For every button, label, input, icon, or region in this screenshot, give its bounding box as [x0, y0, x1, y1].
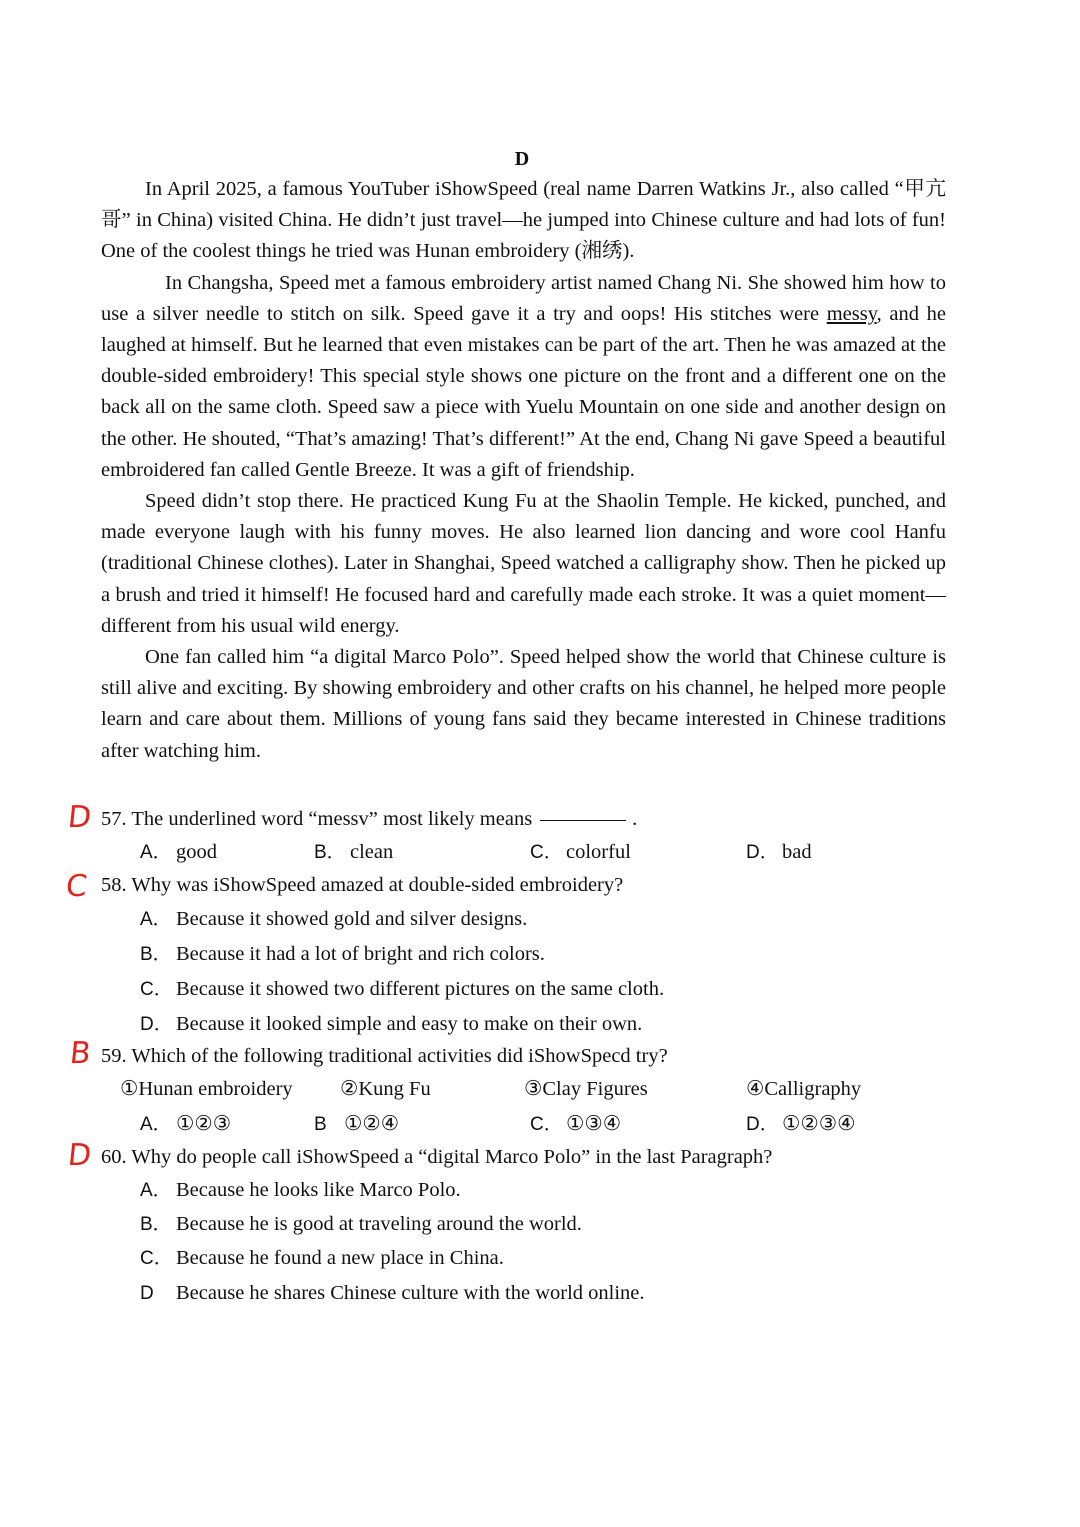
- q58-option-d: [140, 1011, 642, 1038]
- option-text: bad: [782, 841, 812, 863]
- option-text: Because he is good at traveling around the world.: [176, 1213, 582, 1235]
- passage-paragraph-4: One fan called him “a digital Marco Polo”. Speed helped show the world that Chinese culture is still alive and exciting. By showing embroidery and other crafts on his channel, he helped more people learn and care about them. Millions of young fans said they became interested in Chinese traditions after watching him.: [101, 646, 946, 762]
- paragraph-2-text-before: In Changsha, Speed met a famous embroidery artist named Chang Ni. She showed him how to use a silver needle to stitch on silk. Speed gave it a try and oops! His stitches were: [101, 271, 946, 325]
- paragraph-2-text-after: , and he laughed at himself. But he learned that even mistakes can be part of the art. Then he was amazed at the double-sided embroidery! This special style shows one picture on the front and a different one on the back all on the same cloth. Speed saw a piece with Yuelu Mountain on one side and another design on the other. He shouted, “That’s amazing! That’s different!” At the end, Chang Ni gave Speed a beautiful embroidered fan called Gentle Breeze. It was a gift of friendship.: [101, 302, 947, 481]
- option-letter: A．: [140, 909, 172, 930]
- section-heading: D: [514, 148, 530, 170]
- option-letter: D．: [746, 1114, 779, 1135]
- question-57-text: 57. The underlined word “messv” most likely means: [101, 808, 533, 830]
- q59-item-1: ①Hunan embroidery: [120, 1078, 293, 1100]
- reading-passage: [101, 174, 946, 767]
- option-letter: A．: [140, 1114, 172, 1135]
- q59-item-2: ②Kung Fu: [340, 1078, 431, 1100]
- option-letter: B．: [140, 944, 172, 965]
- option-letter: C．: [530, 1114, 563, 1135]
- q58-option-c: [140, 976, 664, 1003]
- q57-option-c: [530, 839, 631, 866]
- question-59-stem: 59. Which of the following traditional activities did iShowSpecd try?: [101, 1045, 668, 1067]
- option-text: Because he found a new place in China.: [176, 1247, 504, 1269]
- option-text: ①③④: [566, 1113, 622, 1135]
- q59-option-d: [746, 1111, 856, 1138]
- option-letter: A．: [140, 1180, 172, 1201]
- option-text: Because it showed gold and silver designs.: [176, 908, 528, 930]
- option-letter: D．: [140, 1014, 173, 1035]
- q57-option-d: [746, 839, 812, 866]
- q58-option-a: [140, 906, 527, 933]
- q60-option-b: [140, 1211, 582, 1238]
- option-text: colorful: [566, 841, 631, 863]
- q59-option-a: [140, 1111, 231, 1138]
- answer-blank: [540, 820, 626, 821]
- option-letter: C．: [530, 842, 563, 863]
- handwritten-answer-58: C: [64, 869, 89, 904]
- question-57-stem: [101, 806, 637, 832]
- option-letter: B．: [140, 1214, 172, 1235]
- passage-paragraph-2: [101, 268, 946, 486]
- underlined-word: messy: [826, 302, 877, 325]
- q57-option-a: [140, 839, 217, 866]
- option-text: Because he shares Chinese culture with the world online.: [176, 1282, 645, 1304]
- question-57-stem-end: .: [632, 808, 638, 830]
- option-text: Because it showed two different pictures on the same cloth.: [176, 978, 665, 1000]
- question-60-stem: 60. Why do people call iShowSpeed a “digital Marco Polo” in the last Paragraph?: [101, 1146, 773, 1168]
- option-letter: A．: [140, 842, 172, 863]
- handwritten-answer-60: D: [66, 1138, 94, 1173]
- handwritten-answer-59: B: [68, 1036, 93, 1071]
- q57-option-b: [314, 839, 393, 866]
- option-text: ①②③: [176, 1113, 232, 1135]
- option-letter: B: [314, 1114, 327, 1135]
- option-text: clean: [350, 841, 394, 863]
- option-text: ①②④: [344, 1113, 400, 1135]
- option-letter: C．: [140, 1248, 173, 1269]
- q59-option-c: [530, 1111, 621, 1138]
- q59-item-4: ④Calligraphy: [746, 1078, 862, 1100]
- option-letter: B．: [314, 842, 346, 863]
- option-text: good: [176, 841, 217, 863]
- handwritten-answer-57: D: [66, 800, 94, 835]
- option-text: Because he looks like Marco Polo.: [176, 1179, 461, 1201]
- q58-option-b: [140, 941, 545, 968]
- question-58-stem: 58. Why was iShowSpeed amazed at double-sided embroidery?: [101, 874, 624, 896]
- option-letter: D．: [746, 842, 779, 863]
- option-text: Because it had a lot of bright and rich colors.: [176, 943, 545, 965]
- q60-option-d: [140, 1280, 645, 1307]
- passage-paragraph-1: In April 2025, a famous YouTuber iShowSpeed (real name Darren Watkins Jr., also called “甲亢哥” in China) visited China. He didn’t just travel—he jumped into Chinese culture and had lots of fun! One of the coolest things he tried was Hunan embroidery (湘绣).: [101, 178, 946, 263]
- option-text: ①②③④: [782, 1113, 856, 1135]
- q59-option-b: [314, 1111, 399, 1138]
- option-letter: D: [140, 1283, 154, 1304]
- option-letter: C．: [140, 979, 173, 1000]
- option-text: Because it looked simple and easy to make on their own.: [176, 1013, 643, 1035]
- q60-option-c: [140, 1245, 504, 1272]
- q60-option-a: [140, 1177, 461, 1204]
- passage-paragraph-3: Speed didn’t stop there. He practiced Kung Fu at the Shaolin Temple. He kicked, punched, and made everyone laugh with his funny moves. He also learned lion dancing and wore cool Hanfu (traditional Chinese clothes). Later in Shanghai, Speed watched a calligraphy show. Then he picked up a brush and tried it himself! He focused hard and carefully made each stroke. It was a quiet moment—different from his usual wild energy.: [101, 490, 946, 637]
- q59-item-3: ③Clay Figures: [524, 1078, 648, 1100]
